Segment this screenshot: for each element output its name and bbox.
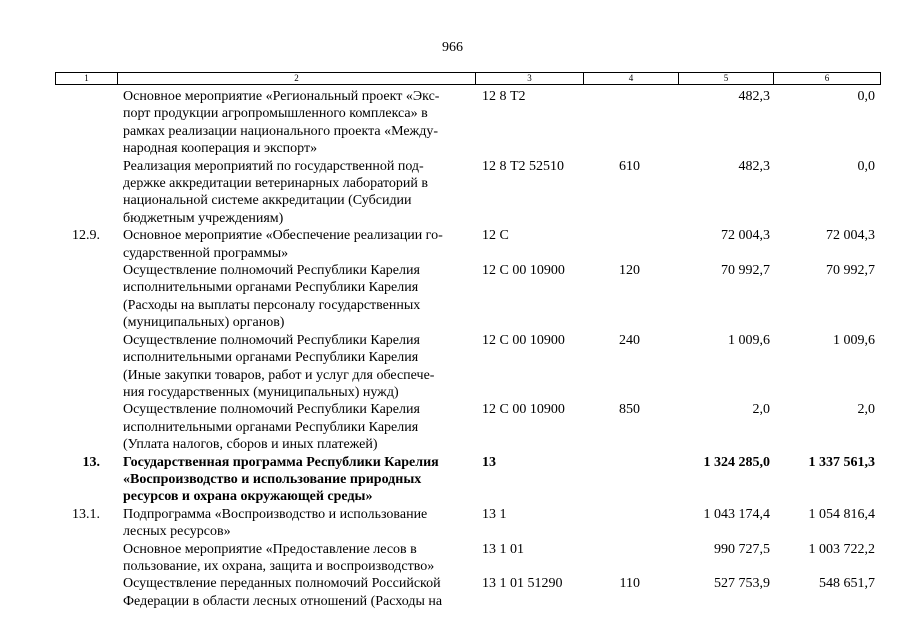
item-name: Основное мероприятие «Предоставление лесов в пользование, их охрана, защита и воспроизводство» bbox=[123, 541, 435, 574]
amount-year-1: 482,3 bbox=[738, 158, 770, 174]
budget-code: 12 С 00 10900 bbox=[482, 263, 565, 279]
amount-year-1: 72 004,3 bbox=[721, 228, 770, 244]
table-row bbox=[0, 575, 905, 610]
expense-type: 850 bbox=[619, 402, 640, 418]
budget-code: 13 1 01 51290 bbox=[482, 576, 563, 592]
item-name: Реализация мероприятий по государственной под- держке аккредитации ветеринарных лабораторий в национальной системе аккредитации (Субсидии бюджетным учреждениям) bbox=[123, 158, 428, 226]
header-col-3: 3 bbox=[476, 73, 584, 84]
table-row bbox=[0, 541, 905, 576]
budget-code: 12 8 Т2 bbox=[482, 89, 526, 104]
page-number: 966 bbox=[442, 40, 463, 55]
amount-year-2: 72 004,3 bbox=[826, 228, 875, 244]
item-name: Осуществление полномочий Республики Карелия исполнительными органами Республики Карелия (Иные закупки товаров, работ и услуг для обеспече- ния государственных (муниципальных) нужд) bbox=[123, 332, 435, 400]
budget-code: 12 С bbox=[482, 228, 509, 244]
row-number: 13. bbox=[82, 454, 100, 470]
expense-type: 610 bbox=[619, 158, 640, 174]
amount-year-1: 1 009,6 bbox=[728, 332, 770, 348]
amount-year-2: 2,0 bbox=[857, 402, 875, 418]
amount-year-1: 990 727,5 bbox=[714, 541, 770, 557]
item-name: Основное мероприятие «Региональный проект «Экс- порт продукции агропромышленного комплекса» в рамках реализации национального проекта «Между- народная кооперация и экспорт» bbox=[123, 89, 440, 157]
budget-code: 13 1 01 bbox=[482, 541, 524, 557]
header-col-1: 1 bbox=[56, 73, 118, 84]
amount-year-2: 1 337 561,3 bbox=[808, 454, 875, 470]
table-row bbox=[0, 262, 905, 332]
table-row bbox=[0, 454, 905, 506]
amount-year-2: 70 992,7 bbox=[826, 263, 875, 279]
item-name: Осуществление переданных полномочий Российской Федерации в области лесных отношений (Расходы на bbox=[123, 576, 443, 609]
amount-year-1: 70 992,7 bbox=[721, 263, 770, 279]
amount-year-2: 0,0 bbox=[857, 89, 875, 104]
table-row bbox=[0, 506, 905, 541]
header-col-4: 4 bbox=[584, 73, 679, 84]
header-col-5: 5 bbox=[679, 73, 774, 84]
table-row bbox=[0, 158, 905, 228]
item-name: Осуществление полномочий Республики Карелия исполнительными органами Республики Карелия (Уплата налогов, сборов и иных платежей) bbox=[123, 402, 420, 453]
budget-code: 12 С 00 10900 bbox=[482, 332, 565, 348]
amount-year-2: 1 003 722,2 bbox=[808, 541, 875, 557]
amount-year-1: 1 043 174,4 bbox=[703, 506, 770, 522]
amount-year-2: 1 009,6 bbox=[833, 332, 875, 348]
budget-code: 13 bbox=[482, 454, 496, 470]
amount-year-1: 2,0 bbox=[752, 402, 770, 418]
item-name: Государственная программа Республики Карелия «Воспроизводство и использование природных ресурсов и охрана окружающей среды» bbox=[123, 454, 439, 505]
budget-code: 13 1 bbox=[482, 506, 507, 522]
amount-year-1: 1 324 285,0 bbox=[703, 454, 770, 470]
budget-code: 12 8 Т2 52510 bbox=[482, 158, 565, 174]
table-row bbox=[0, 401, 905, 453]
budget-code: 12 С 00 10900 bbox=[482, 402, 565, 418]
table-row bbox=[0, 332, 905, 402]
amount-year-2: 548 651,7 bbox=[819, 576, 875, 592]
amount-year-2: 0,0 bbox=[857, 158, 875, 174]
header-col-6: 6 bbox=[824, 73, 830, 83]
item-name: Осуществление полномочий Республики Карелия исполнительными органами Республики Карелия (Расходы на выплаты персоналу государственных (муниципальных) органов) bbox=[123, 263, 421, 331]
row-number: 13.1. bbox=[72, 506, 100, 522]
expense-type: 120 bbox=[619, 263, 640, 279]
expense-type: 240 bbox=[619, 332, 640, 348]
amount-year-2: 1 054 816,4 bbox=[808, 506, 875, 522]
table-body bbox=[0, 88, 905, 610]
row-number: 12.9. bbox=[72, 228, 100, 244]
header-col-2: 2 bbox=[118, 73, 476, 84]
table-row bbox=[0, 88, 905, 158]
item-name: Основное мероприятие «Обеспечение реализации го- сударственной программы» bbox=[123, 228, 443, 261]
amount-year-1: 482,3 bbox=[738, 89, 770, 104]
item-name: Подпрограмма «Воспроизводство и использование лесных ресурсов» bbox=[123, 506, 428, 540]
amount-year-1: 527 753,9 bbox=[714, 576, 770, 592]
table-header bbox=[55, 72, 881, 85]
table-row bbox=[0, 227, 905, 262]
expense-type: 110 bbox=[619, 576, 640, 592]
